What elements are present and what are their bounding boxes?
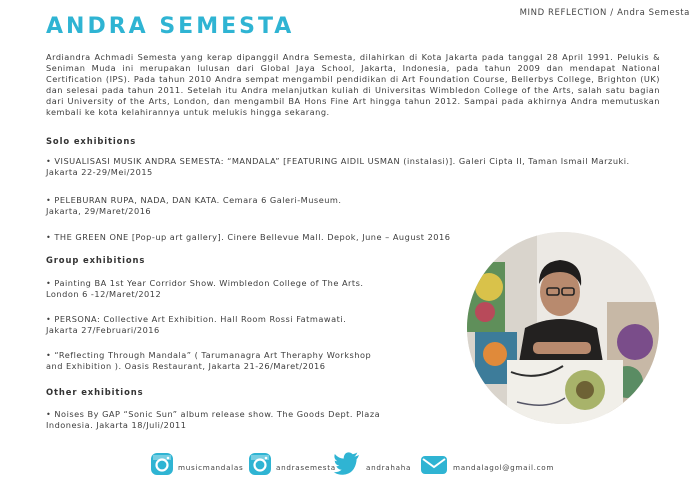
other-exhibitions-heading: Other exhibitions: [46, 387, 144, 397]
solo-exhibition-item: • VISUALISASI MUSIK ANDRA SEMESTA: “MANDALA” [FEATURING AIDIL USMAN (instalasi)]. Galeri Cipta II, Taman Ismail Marzuki. Jakarta 22-29/Mei/2015: [46, 156, 630, 177]
instagram-icon[interactable]: [248, 452, 272, 480]
group-exhibition-item: • “Reflecting Through Mandala” ( Tarumanagra Art Theraphy Workshop and Exhibition ). Oasis Restaurant, Jakarta 21-26/Maret/2016: [46, 350, 372, 371]
twitter-icon[interactable]: [333, 450, 361, 480]
group-exhibition-item: • Painting BA 1st Year Corridor Show. Wimbledon College of The Arts. London 6 -12/Maret/2012: [46, 278, 364, 299]
email-address[interactable]: mandalagol@gmail.com: [453, 463, 555, 472]
page-title: ANDRA SEMESTA: [46, 14, 295, 39]
other-exhibition-item: • Noises By GAP “Sonic Sun” album release show. The Goods Dept. Plaza Indonesia. Jakarta 18/Juli/2011: [46, 409, 381, 430]
solo-exhibitions-heading: Solo exhibitions: [46, 136, 137, 146]
header-breadcrumb: MIND REFLECTION / Andra Semesta: [519, 8, 690, 18]
artist-portrait-photo: [467, 232, 659, 424]
solo-exhibition-item: • THE GREEN ONE [Pop-up art gallery]. Cinere Bellevue Mall. Depok, June – August 2016: [46, 232, 451, 242]
instagram-handle-2[interactable]: andrasemesta: [276, 463, 336, 472]
group-exhibition-item: • PERSONA: Collective Art Exhibition. Hall Room Rossi Fatmawati. Jakarta 27/Februari/2016: [46, 314, 347, 335]
solo-exhibition-item: • PELEBURAN RUPA, NADA, DAN KATA. Cemara 6 Galeri-Museum. Jakarta, 29/Maret/2016: [46, 195, 342, 216]
footer-contacts: [0, 452, 700, 482]
group-exhibitions-heading: Group exhibitions: [46, 255, 146, 265]
instagram-icon[interactable]: [150, 452, 174, 480]
bio-paragraph: Ardiandra Achmadi Semesta yang kerap dipanggil Andra Semesta, dilahirkan di Kota Jakarta pada tanggal 28 April 1991. Pelukis & Seniman Muda ini merupakan lulusan dari Global Jaya School, Jakarta, Indonesia, pada tahun 2009 dan mendapat National Certification (IPS). Pada tahun 2010 Andra sempat mengambil pendidikan di Art Foundation Course, Bellerbys College, Brighton (UK) dan selesai pada tahun 2011. Setelah itu Andra melanjutkan kuliah di Universitas Wimbledon College of the Arts, salah satu bagian dari University of the Arts, London, dan mengambil BA Hons Fine Art hingga tahun 2012. Sampai pada akhirnya Andra memutuskan kembali ke kota kelahirannya untuk melukis hingga sekarang.: [46, 52, 660, 117]
mail-icon[interactable]: [420, 455, 448, 479]
instagram-handle-1[interactable]: musicmandalas: [178, 463, 244, 472]
twitter-handle[interactable]: andrahaha: [366, 463, 412, 472]
